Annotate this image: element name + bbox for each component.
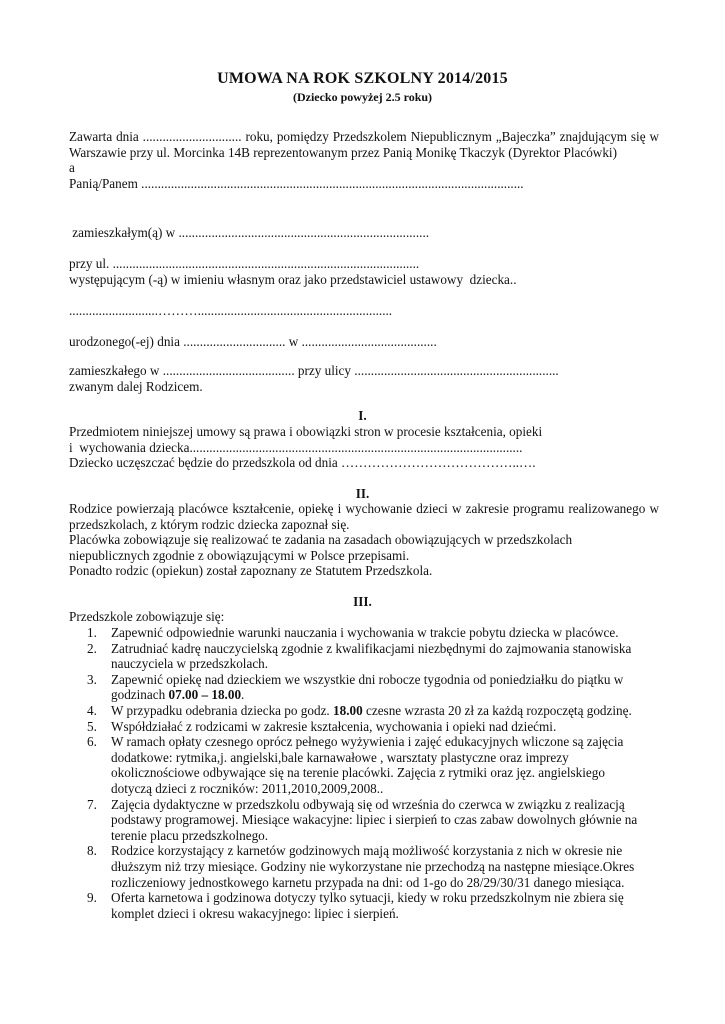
wystepujacym-line: występującym (-ą) w imieniu własnym oraz jako przedstawiciel ustawowy dziecka..: [69, 271, 517, 287]
zamieszkaly-text: zamieszkałym(ą) w ............................................................................: [69, 225, 430, 240]
section-2-heading: II.: [355, 486, 370, 501]
child-name-dots: ...........................………...........................................................: [69, 303, 393, 318]
list-item-number: 1.: [87, 625, 97, 640]
section-2-para-2a: Placówka zobowiązuje się realizować te zadania na zasadach obowiązujących w przedszkolach: [69, 532, 573, 548]
list-item-number: 5.: [87, 718, 97, 734]
list-item-text: [111, 687, 659, 703]
obligations-list: [69, 625, 659, 921]
zamieszkalego-line: zamieszkałego w ........................................ przy ulicy ..............................................................: [69, 363, 559, 378]
list-item-number: 3.: [87, 671, 97, 687]
urodzonego-line: [69, 334, 659, 350]
list-item-number: 8.: [87, 843, 97, 859]
section-2-para-2b: niepublicznych zgodnie z obowiązującymi w Polsce przepisami.: [69, 547, 410, 563]
list-item-text: Zapewnić opiekę nad dzieckiem we wszystkie dni robocze tygodnia od poniedziałku do piątku w: [111, 671, 624, 687]
list-item: [69, 843, 659, 890]
section-1-line-1: Przedmiotem niniejszej umowy są prawa i obowiązki stron w procesie kształcenia, opieki: [69, 424, 543, 439]
section-2-para-3: Ponadto rodzic (opiekun) został zapoznany ze Statutem Przedszkola.: [69, 563, 433, 579]
late-pickup-hour: 18.00: [333, 702, 363, 718]
list-item-text: Zatrudniać kadrę nauczycielską zgodnie z kwalifikacjami niezbędnymi do zajmowania stanowiska: [111, 640, 632, 656]
list-item-text: rozliczeniowy jednostkowego karnetu przypada na dni: od 1-go do 28/29/30/31 danego miesiąca.: [111, 874, 625, 890]
intro-block: [69, 129, 663, 191]
list-item-text: dotyczą dzieci z roczników: 2011,2010,2009,2008..: [111, 780, 384, 796]
list-item-text: Zajęcia dydaktyczne w przedszkolu odbywają się od września do czerwca w związku z realizacją: [111, 796, 625, 812]
list-item-text: [111, 703, 659, 719]
list-item-text: Oferta karnetowa i godzinowa dotyczy tylko sytuacji, kiedy w roku przedszkolnym nie zbiera się: [111, 890, 624, 906]
list-item-text: nauczyciela w przedszkolach.: [111, 656, 269, 672]
intro-contract-text: Zawarta dnia .............................. roku, pomiędzy Przedszkolem Niepublicznym „Bajeczka” znajdującym się w Warszawie przy ul. Morcinka 14B reprezentowanym przez Panią Monikę Tkaczyk (Dyrektor Placówki): [69, 129, 663, 160]
late-pickup-text: W przypadku odebrania dziecka po godz.: [111, 702, 334, 718]
section-1-heading: I.: [358, 408, 367, 423]
section-2-body: [69, 501, 663, 579]
child-name-line: [69, 303, 659, 319]
list-item-text: Zapewnić odpowiednie warunki nauczania i wychowania w trakcie pobytu dziecka w placówce.: [111, 625, 619, 640]
section-1-line-3: Dziecko uczęszczać będzie do przedszkola od dnia …………………………………..….: [69, 455, 536, 471]
list-item: [69, 890, 659, 921]
list-item: [69, 641, 659, 672]
list-item-number: 2.: [87, 640, 97, 656]
list-item-number: 7.: [87, 796, 97, 812]
intro-a: a: [69, 160, 75, 176]
list-item-text: dodatkowe: rytmika,j. angielski,bale karnawałowe , warsztaty plastyczne oraz imprezy: [111, 749, 569, 765]
list-item: [69, 625, 659, 641]
list-item-text: W ramach opłaty czesnego oprócz pełnego wyżywienia i zajęć edukacyjnych wliczone są zajęcia: [111, 734, 624, 750]
list-item-text: podstawy programowej. Miesiące wakacyjne: lipiec i sierpień to czas zabaw dowolnych głównie na: [111, 812, 638, 828]
zamieszkalego-block: [69, 363, 659, 394]
zamieszkaly-line: [69, 225, 659, 241]
section-1-body: [69, 424, 659, 471]
przy-ul-line: przy ul. .............................................................................................: [69, 256, 420, 271]
list-item-text: komplet dzieci i okresu wakacyjnego: lipiec i sierpień.: [111, 905, 399, 921]
urodzonego-text: urodzonego(-ej) dnia ............................... w .........................................: [69, 334, 437, 349]
document-title: UMOWA NA ROK SZKOLNY 2014/2015: [217, 70, 508, 87]
hours-value: 07.00 – 18.00: [168, 687, 242, 703]
list-item: [69, 672, 659, 703]
list-item-text: dłuższym niż trzy miesiące. Godziny nie wykorzystane nie przechodzą na następne miesiące.Okres: [111, 858, 635, 874]
list-item-number: 6.: [87, 734, 97, 750]
list-item: [69, 703, 659, 719]
section-3-intro: [69, 609, 659, 625]
list-item-number: 9.: [87, 890, 97, 906]
section-2-para-1: Rodzice powierzają placówce kształcenie, opiekę i wychowanie dzieci w zakresie programu realizowanego w przedszkolach, z którym rodzic dziecka zapoznał się.: [69, 501, 663, 532]
intro-pani-line: Panią/Panem ....................................................................................................................: [69, 175, 524, 191]
section-1-line-2: i wychowania dziecka.....................................................................................................: [69, 439, 523, 455]
zwanym-line: zwanym dalej Rodzicem.: [69, 378, 203, 394]
section-3-heading: III.: [353, 594, 372, 609]
list-item-text: okolicznościowe odbywające się na terenie placówki. Zajęcia z rytmiki oraz jęz. angielskiego: [111, 765, 605, 781]
list-item: [69, 719, 659, 735]
hours-period: .: [241, 687, 245, 703]
section-3-intro-text: Przedszkole zobowiązuje się:: [69, 609, 225, 624]
hours-label: godzinach: [111, 687, 169, 703]
list-item: [69, 734, 659, 796]
list-item-number: 4.: [87, 702, 97, 718]
list-item-text: terenie placu przedszkolnego.: [111, 827, 269, 843]
address-block: [69, 256, 659, 287]
late-pickup-fee: czesne wzrasta 20 zł za każdą rozpoczętą godzinę.: [362, 702, 632, 718]
document-subtitle: (Dziecko powyżej 2.5 roku): [292, 90, 433, 104]
list-item-text: Rodzice korzystający z karnetów godzinowych mają możliwość korzystania z nich w okresie nie: [111, 843, 623, 859]
list-item-text: Współdziałać z rodzicami w zakresie kształcenia, wychowania i opieki nad dziećmi.: [111, 718, 557, 734]
list-item: [69, 797, 659, 844]
